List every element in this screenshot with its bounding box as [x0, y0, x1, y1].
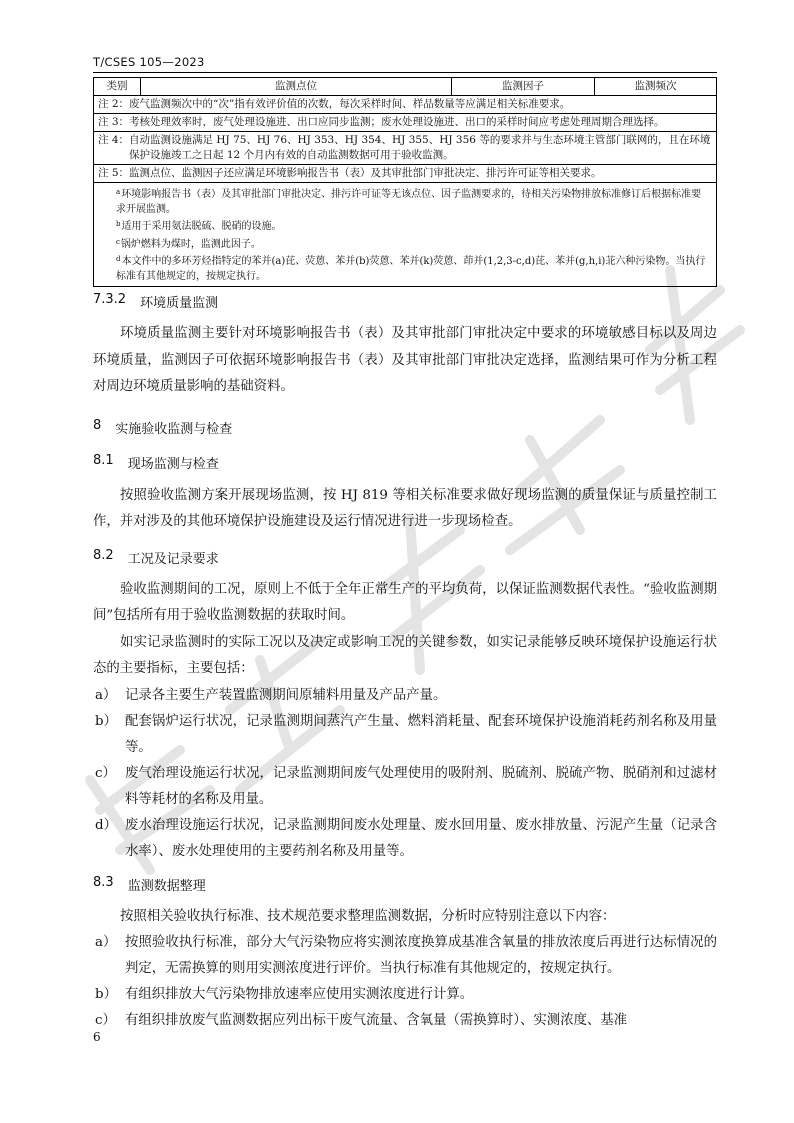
footnote: $^a$环境影响报告书（表）及其审批部门审批决定、排污许可证等无该点位、因子监测要求的，待相关污染物排放标准修订后根据标准要求开展监测。	[116, 188, 702, 215]
paragraph: 按照相关验收执行标准、技术规范要求整理监测数据，分析时应特别注意以下内容：	[120, 908, 616, 924]
monitoring-table	[93, 77, 717, 287]
body-content	[93, 292, 717, 1034]
section-8-1-heading: 8.1 现场监测与检查	[93, 452, 219, 472]
section-8-3-heading: 8.3 监测数据整理	[93, 874, 206, 894]
table-note-row	[94, 132, 717, 165]
page-number: 6	[93, 1030, 101, 1044]
section-7-3-2-heading: 7.3.2 环境质量监测	[93, 292, 219, 311]
col-monitoring-frequency: 监测频次	[595, 78, 717, 96]
col-monitoring-point: 监测点位	[141, 78, 452, 96]
paragraph: 环境质量监测主要针对环境影响报告书（表）及其审批部门审批决定中要求的环境敏感目标以及周边环境质量，监测因子可依据环境影响报告书（表）及其审批部门审批决定选择，监测结果可作为分析工程对周边环境质量影响的基础资料。	[93, 326, 717, 394]
note-text: 废气监测频次中的“次”指有效评价值的次数，每次采样时间、样品数量等应满足相关标准要求。	[129, 98, 571, 110]
header-rule	[93, 72, 717, 73]
list-item: a） 按照验收执行标准，部分大气污染物应将实测浓度换算成基准含氧量的排放浓度后再进行达标情况的判定，无需换算的则用实测浓度进行评价。当执行标准有其他规定的，按规定执行。	[95, 935, 717, 976]
table-header-row	[94, 78, 717, 96]
table-note-row	[94, 114, 717, 132]
footnote: $^b$适用于采用氨法脱硫、脱硝的设施。	[116, 220, 282, 232]
table-footnotes-row	[94, 183, 717, 287]
document-code: T/CSES 105—2023	[93, 55, 205, 69]
col-category: 类别	[94, 78, 141, 96]
list-item: d） 废水治理设施运行状况，记录监测期间废水处理量、废水回用量、废水排放量、污泥产生量（记录含水率）、废水处理使用的主要药剂名称及用量等。	[95, 817, 717, 859]
footnote: $^c$锅炉燃料为煤时，监测此因子。	[116, 237, 261, 250]
list-item: b） 配套锅炉运行状况，记录监测期间蒸汽产生量、燃料消耗量、配套环境保护设施消耗药剂名称及用量等。	[95, 713, 717, 755]
col-monitoring-factor: 监测因子	[452, 78, 595, 96]
list-item: a） 记录各主要生产装置监测期间原辅料用量及产品产量。	[95, 687, 447, 703]
note-label: 注 3：	[98, 116, 130, 128]
paragraph: 按照验收监测方案开展现场监测，按 HJ 819 等相关标准要求做好现场监测的质量保证与质量控制工作，并对涉及的其他环境保护设施建设及运行情况进行进一步现场检查。	[93, 487, 717, 529]
table-note-row	[94, 165, 717, 183]
note-text: 考核处理效率时，废气处理设施进、出口应同步监测；废水处理设施进、出口的采样时间应考虑处理周期合理选择。	[129, 116, 665, 128]
note-label: 注 4：	[98, 134, 130, 146]
table-note-row	[94, 96, 717, 114]
paragraph: 验收监测期间的工况，原则上不低于全年正常生产的平均负荷，以保证监测数据代表性。“验收监测期间”包括所有用于验收监测数据的获取时间。	[93, 581, 717, 623]
note-text: 自动监测设施满足 HJ 75、HJ 76、HJ 353、HJ 354、HJ 355、HJ 356 等的要求并与生态环境主管部门联网的，且在环境保护设施竣工之日起 12 个月内有效的自动监测数据可用于验收监测。	[129, 134, 711, 161]
note-label: 注 2：	[98, 98, 130, 110]
note-text: 监测点位、监测因子还应满足环境影响报告书（表）及其审批部门审批决定、排污许可证等相关要求。	[129, 167, 602, 179]
paragraph: 如实记录监测时的实际工况以及决定或影响工况的关键参数，如实记录能够反映环境保护设施运行状态的主要指标，主要包括：	[93, 634, 717, 676]
note-label: 注 5：	[98, 167, 130, 179]
list-item: c） 有组织排放废气监测数据应列出标干废气流量、含氧量（需换算时）、实测浓度、基准	[95, 1013, 628, 1028]
section-8-heading: 8 实施验收监测与检查	[93, 417, 233, 437]
section-8-2-heading: 8.2 工况及记录要求	[93, 547, 219, 567]
footnote: $^d$本文件中的多环芳烃指特定的苯并(a)芘、荧蒽、苯并(b)荧蒽、苯并(k)荧蒽、茚并(1,2,3-c,d)芘、苯并(g,h,i)苝六种污染物。当执行标准有其他规定的，按规定执行。	[116, 255, 706, 282]
list-item: b） 有组织排放大气污染物排放速率应使用实测浓度进行计算。	[95, 987, 474, 1002]
list-item: c） 废气治理设施运行状况，记录监测期间废气处理使用的吸附剂、脱硫剂、脱硫产物、脱硝剂和过滤材料等耗材的名称及用量。	[95, 765, 717, 807]
